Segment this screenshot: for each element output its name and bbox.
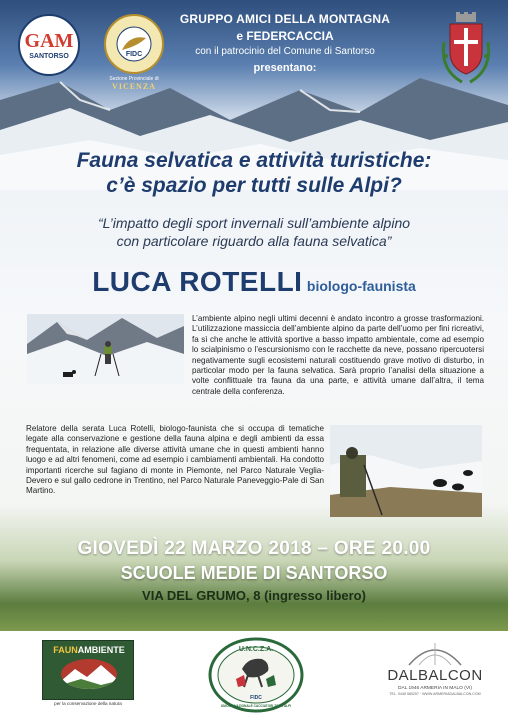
presentano-line: presentano: <box>253 62 317 74</box>
uncza-logo <box>208 635 304 715</box>
dalbalcon-logo <box>382 637 488 715</box>
uncza-top-text: U.N.C.Z.A. <box>238 646 274 653</box>
faunambiente-title <box>43 645 135 655</box>
gam-city: SANTORSO <box>29 53 69 60</box>
event-venue: SCUOLE MEDIE DI SANTORSO <box>120 563 388 583</box>
gam-mark: GAM <box>24 30 74 52</box>
event-address: VIA DEL GRUMO, 8 (ingresso libero) <box>142 588 366 603</box>
faunambiente-caption: per la conservazione della natura <box>54 701 122 706</box>
faunambiente-a: FAUN <box>53 645 78 655</box>
faunambiente-emblem-icon <box>61 659 117 689</box>
event-details <box>0 538 508 603</box>
event-title <box>0 148 508 198</box>
researcher-grouse-photo <box>330 425 482 517</box>
uncza-bottom-text: UNIONE NAZIONALE CACCIATORI ZONA ALPI <box>220 704 292 708</box>
organizer-line-1: GRUPPO AMICI DELLA MONTAGNA <box>179 12 391 26</box>
faunambiente-logo <box>42 640 134 700</box>
speaker-role: biologo-faunista <box>306 278 416 294</box>
gam-santorso-logo <box>18 14 80 76</box>
dalbalcon-name: DALBALCON <box>387 667 483 684</box>
event-date: GIOVEDÌ 22 MARZO 2018 – ORE 20.00 <box>77 538 431 559</box>
faunambiente-b: AMBIENTE <box>77 645 125 655</box>
patronage-line: con il patrocinio del Comune di Santorso <box>195 46 375 57</box>
intro-paragraph: L’ambiente alpino negli ultimi decenni è andato incontro a grosse trasformazioni. L’utilizzazione massiccia dell’ambiente alpino da parte dell’uomo per fini ricreativi, fa sì che anche le attività sportive a basso impatto ambientale, come ad esempio lo scialpinismo o l’escursionismo con le racchette da neve, possano ripercuotersi negativamente sugli ecosistemi naturali costituendo grave motivo di disturbo, in particolar modo per la fauna selvatica. Sarà proprio l’analisi della situazione a volte conflittuale tra fauna da una parte, e attività umane dall’altra, il tema centrale della conferenza. <box>192 314 484 396</box>
event-subtitle <box>0 214 508 250</box>
sponsor-footer <box>0 631 508 719</box>
federcaccia-caption <box>96 76 172 91</box>
title-line-2: c’è spazio per tutti sulle Alpi? <box>106 174 402 197</box>
uncza-fidc-mark: FIDC <box>250 695 262 701</box>
fidc-mark: FIDC <box>125 51 143 58</box>
dalbalcon-contact: TEL. 0445 580207 · WWW.ARMERIADALBALCON.COM <box>389 692 481 696</box>
santorso-crest-icon <box>436 12 496 88</box>
speaker-bio-paragraph: Relatore della serata Luca Rotelli, biologo-faunista che si occupa di tematiche legate alla conservazione e gestione della fauna alpina e degli ambienti da essa frequentata, in relazione alle diverse attività umane che in questi ambienti hanno luogo e ad altri fenomeni, come ad esempio i cambiamenti ambientali. Ha condotto importanti ricerche sul fagiano di monte in Piemonte, nel Parco Naturale Veglia-Devero e sul gallo cedrone in Trentino, nel Parco Naturale Paneveggio-Pale di San Martino. <box>26 424 324 496</box>
dalbalcon-tagline: DAL 1946 ARMERIA IN MALO (VI) <box>398 686 472 691</box>
organizers-header <box>150 12 420 74</box>
organizer-line-2: e FEDERCACCIA <box>236 29 334 43</box>
speaker-name: LUCA ROTELLI <box>92 266 303 297</box>
fidc-caption-line: Sezione Provinciale di <box>109 76 159 82</box>
speaker-block <box>0 266 508 298</box>
snowshoer-photo <box>27 314 184 384</box>
dalbalcon-mark-icon <box>405 637 465 667</box>
title-line-1: Fauna selvatica e attività turistiche: <box>76 149 432 172</box>
subtitle-line-1: “L’impatto degli sport invernali sull’ambiente alpino <box>97 215 411 231</box>
subtitle-line-2: con particolare riguardo alla fauna selvatica” <box>116 233 392 249</box>
fidc-city: VICENZA <box>112 82 156 91</box>
